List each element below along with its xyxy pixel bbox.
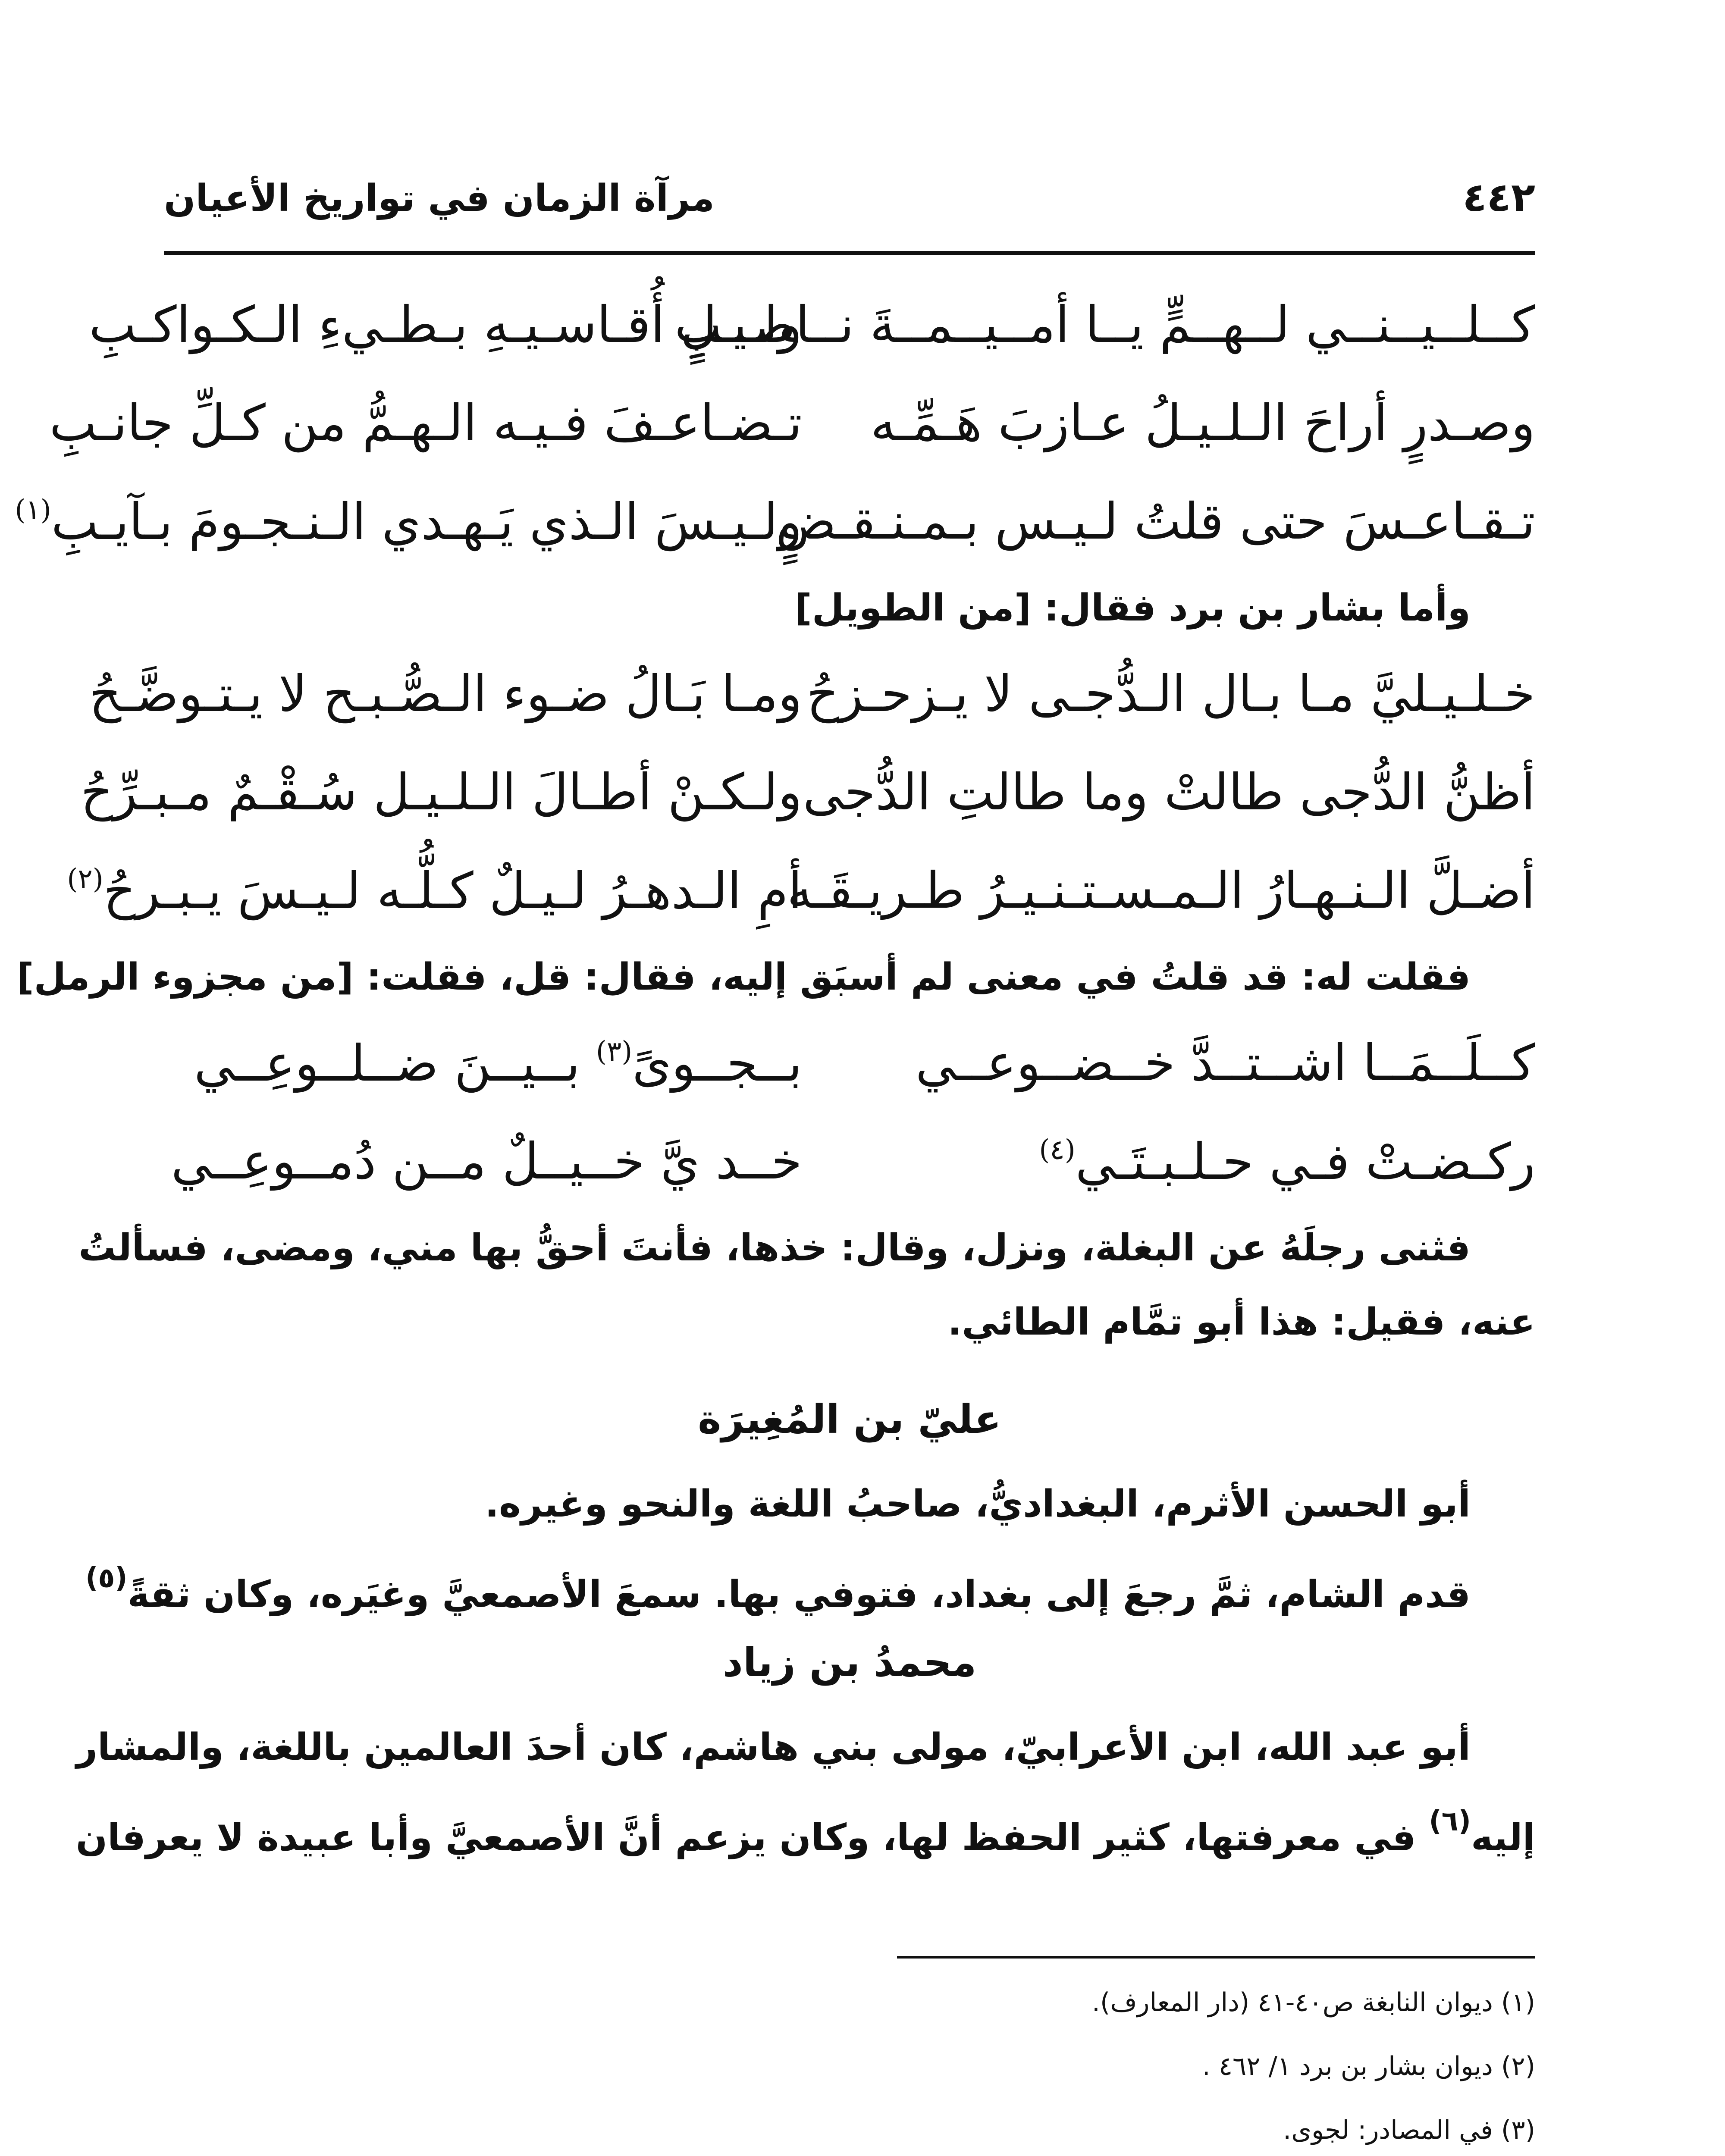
footnote-marker: (١) (15, 494, 51, 526)
verse-second-hemistich (164, 1034, 802, 1093)
page-number: ٤٤٢ (1462, 174, 1535, 220)
verse-first-hemistich: أظنُّ الدُّجى طالتْ وما طالتِ الدُّجى (803, 763, 1535, 821)
footnote-marker: (٤) (1039, 1134, 1076, 1166)
main-text (15, 276, 1535, 1859)
footnote-marker: (٦) (1429, 1805, 1471, 1837)
verse-line (164, 1112, 1535, 1211)
running-header (164, 164, 1535, 246)
verse-second-hemistich (89, 296, 802, 354)
paragraph-line: أبو عبد الله، ابن الأعرابيّ، مولى بني هاشم، كان أحدَ العالمين باللغة، والمشار (76, 1726, 1471, 1769)
verse-first-hemistich (897, 1133, 1535, 1191)
footnote (164, 2098, 1535, 2156)
biography-paragraph (75, 1710, 1535, 1859)
paragraph-text: إليه (1471, 1816, 1535, 1859)
verse-second-text: ولـيـسَ الـذي يَـهـدي الـنـجـومَ بـآيـبِ (51, 493, 802, 551)
verse-line (67, 842, 1535, 940)
paragraph-line: أبو الحسن الأثرم، البغداديُّ، صاحبُ اللغة والنحو وغيره. (485, 1482, 1471, 1526)
paragraph-line: عنه، فقيل: هذا أبو تمَّام الطائي. (947, 1300, 1535, 1344)
section-title: عليّ بن المُغِيرَة (698, 1396, 1001, 1442)
verse-second-text: أمِ الـدهـرُ لـيـلٌ كـلُّـه لـيـسَ يـبـرحُ (103, 862, 802, 920)
verse-second-hemistich (89, 665, 802, 723)
verse-line (49, 374, 1535, 473)
header-rule (164, 251, 1535, 255)
intro-line: وأما بشار بن برد فقال: [من الطويل] (795, 586, 1471, 630)
footnote-marker: (٣) (596, 1036, 633, 1068)
verse-first-hemistich: خـلـيـليَّ مـا بـال الـدُّجـى لا يـزحـزحُ (806, 665, 1535, 723)
intro-line: فقلت له: قد قلتُ في معنى لم أسبَق إليه، فقال: قل، فقلت: [من مجزوء الرمل] (17, 956, 1471, 999)
verse-first-hemistich (897, 1034, 1535, 1092)
verse-second-text: خــد يَّ خــيــلٌ مــن دُمــوعِــي (171, 1132, 802, 1191)
verse-line (89, 645, 1535, 743)
footnote-marker: (٥) (85, 1562, 128, 1594)
verse-line (89, 276, 1535, 374)
paragraph-line (75, 1784, 1535, 1859)
verse-first-hemistich: أضـلَّ الـنـهـارُ الـمـسـتـنـيـرُ طـريـقَـه (787, 862, 1535, 920)
footnote-text: (٣) في المصادر: لجوى. (1283, 2115, 1535, 2145)
paragraph-text: في معرفتها، كثير الحفظ لها، وكان يزعم أنَّ الأصمعيَّ وأبا عبيدة لا يعرفان (75, 1816, 1429, 1859)
verse-second-hemistich (49, 394, 802, 452)
verse-second-text: ومـا بَـالُ ضـوء الـصُّـبـح لا يـتـوضَّـحُ (89, 665, 802, 723)
verse-second-hemistich (164, 1132, 802, 1191)
verse-first-hemistich: تـقـاعـسَ حتى قلتُ لـيـس بـمـنـقـضٍ (775, 492, 1535, 551)
verse-second-hemistich (80, 763, 802, 821)
verse-first-text: كــلَــمَــا اشــتــدَّ خــضــوعــي (916, 1034, 1535, 1092)
verse-line (15, 473, 1535, 571)
book-title: مرآة الزمان في تواريخ الأعيان (164, 177, 715, 220)
footnote (164, 1971, 1535, 2034)
verse-second-text: تـضـاعـفَ فـيـه الـهـمُّ من كـلِّ جانـبِ (49, 394, 802, 452)
narrative-paragraph (78, 1211, 1535, 1359)
section-title: محمدُ بن زياد (722, 1639, 977, 1686)
verse-line (164, 1014, 1535, 1112)
footnote (164, 2034, 1535, 2098)
verse-first-hemistich: وصـدرٍ أراحَ الـلـيـلُ عـازبَ هَـمِّـه (870, 394, 1535, 452)
paragraph-line (85, 1541, 1535, 1616)
footnote-text: (١) ديوان النابغة ص٤٠-٤١ (دار المعارف). (1091, 1987, 1535, 2018)
footnote-text: (٢) ديوان بشار بن برد ١/ ٤٦٢ . (1202, 2051, 1535, 2081)
verse-second-text: ولـكـنْ أطـالَ الـلـيـل سُـقْـمٌ مـبـرِّحُ (80, 763, 802, 821)
footnotes (164, 1971, 1535, 2156)
verse-line (80, 743, 1535, 842)
verse-second-hemistich (67, 862, 802, 920)
verse-second-rest: بــيــنَ ضــلــوعِــي (194, 1034, 596, 1093)
verse-second-text: ولـيـلٍ أُقـاسـيـهِ بـطـيءِ الـكـواكـبِ (89, 296, 802, 354)
biography-paragraph (85, 1467, 1535, 1616)
paragraph-line: فثنى رجلَهُ عن البغلة، ونزل، وقال: خذها، فأنتَ أحقُّ بها مني، ومضى، فسألتُ (78, 1226, 1471, 1269)
footnote-marker: (٢) (67, 863, 104, 895)
paragraph-text: قدم الشام، ثمَّ رجعَ إلى بغداد، فتوفي بها. سمعَ الأصمعيَّ وغيَره، وكان ثقةً (127, 1573, 1471, 1616)
verse-first-hemistich: كــلــيــنــي لــهــمٍّ يــا أمــيــمــةَ نــاصــبِ (674, 296, 1535, 354)
footnote-rule (897, 1956, 1535, 1959)
verse-second-text: بــجــوىً (632, 1034, 802, 1093)
verse-second-hemistich (15, 493, 802, 551)
verse-first-text: ركـضـتْ فـي حـلـبـتَـي (1075, 1133, 1535, 1191)
